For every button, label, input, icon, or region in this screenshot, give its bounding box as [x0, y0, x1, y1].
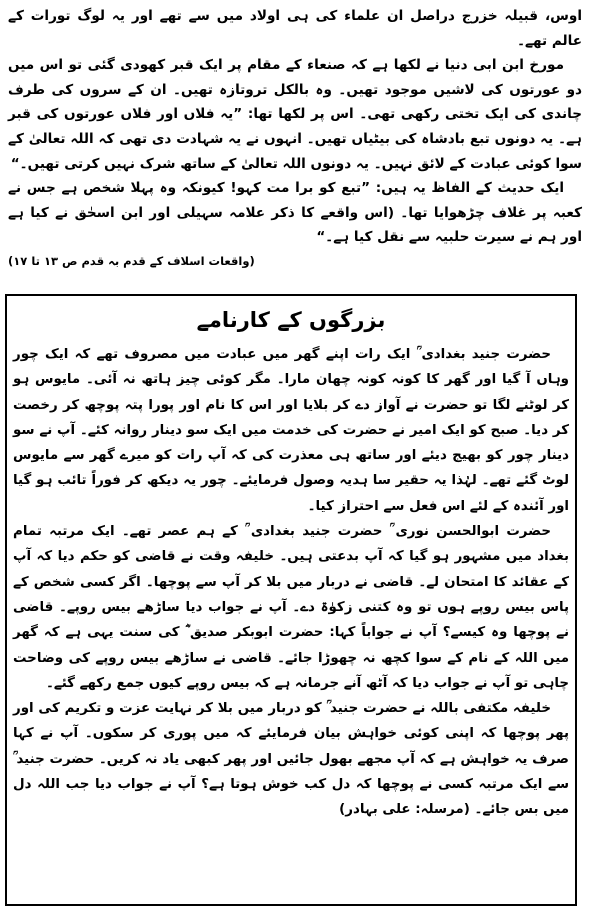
paragraph-hadith: ایک حدیث کے الفاظ یہ ہیں: ”تبع کو برا مت کہو! کیونکہ وہ پہلا شخص ہے جس نے کعبہ پر غلاف چڑھوایا تھا۔ (اس واقعے کا ذکر علامہ سہیلی اور ابن اسحٰق نے کیا ہے اور ہم نے سیرت حلبیہ سے نقل کیا ہے۔“	[8, 180, 582, 246]
paragraph-caliph-request	[13, 696, 569, 822]
sender-credit: (مرسلہ: علی بہادر)	[339, 802, 470, 818]
paragraph-caliph-text: خلیفہ مکتفی باللہ نے حضرت جنید ؒ کو دربار میں بلا کر نہایت عزت و تکریم کی اور پھر پوچھا کہ اپنی کوئی خواہش بیان فرمایئے کہ میں پوری کر سکوں۔ آپ نے کہا صرف یہ خواہش ہے کہ آپ مجھے بھول جائیں اور پھر کبھی یاد نہ کریں۔ حضرت جنید ؒ سے ایک مرتبہ کسی نے پوچھا کہ دل کب خوش ہوتا ہے؟ آپ نے جواب دیا جب اللہ دل میں بس جائے۔	[13, 701, 569, 818]
source-citation: (واقعات اسلاف کے قدم بہ قدم ص ۱۳ تا ۱۷)	[8, 253, 255, 268]
paragraph-grave-discovery: مورخ ابن ابی دنیا نے لکھا ہے کہ صنعاء کے مقام پر ایک قبر کھودی گئی تو اس میں دو عورتوں کی لاشیں موجود تھیں۔ وہ بالکل تروتازہ تھیں۔ ان کے سروں کی طرف چاندی کی ایک تختی رکھی تھی۔ اس پر لکھا تھا: ”یہ فلاں اور فلاں عورتوں کی قبر ہے۔ یہ دونوں تبع بادشاہ کی بیٹیاں تھیں۔ انہوں نے یہ شہادت دی تھی کہ اللہ تعالیٰ کے سوا کوئی عبادت کے لائق نہیں۔ یہ دونوں اللہ تعالیٰ کے ساتھ شرک نہیں کرتی تھیں۔“	[8, 57, 582, 172]
paragraph-tribes: اوس، قبیلہ خزرج دراصل ان علماء کی ہی اولاد میں سے تھے اور یہ لوگ تورات کے عالم تھے۔	[8, 8, 582, 49]
paragraph-abul-hasan-nuri: حضرت ابوالحسن نوری ؒ حضرت جنید بغدادی ؒ کے ہم عصر تھے۔ ایک مرتبہ تمام بغداد میں مشہور ہو گیا کہ آپ بدعتی ہیں۔ خلیفہ وقت نے قاضی کو حکم دیا کہ آپ کے عقائد کا امتحان لے۔ قاضی نے دربار میں بلا کر آپ سے پوچھا۔ اگر کسی شخص کے پاس بیس روپے ہوں تو وہ کتنی زکوٰۃ دے۔ آپ نے جواب دیا ساڑھے بیس روپے۔ قاضی نے پوچھا وہ کیسے؟ آپ نے جواباً کہا: حضرت ابوبکر صدیق ؓ کی سنت یہی ہے کہ گھر میں اللہ کے نام کے سوا کچھ نہ چھوڑا جائے۔ قاضی نے ساڑھے بیس روپے کی وضاحت چاہی تو آپ نے جواب دیا کہ آٹھ آنے جرمانہ ہے کہ بیس روپے کیوں جمع رکھے گئے۔	[13, 524, 569, 691]
saints-deeds-box	[5, 294, 577, 906]
paragraph-junaid-thief: حضرت جنید بغدادی ؒ ایک رات اپنے گھر میں عبادت میں مصروف تھے کہ ایک چور وہاں آ گیا اور گھر کا کونہ کونہ چھان مارا۔ مگر کوئی چیز ہاتھ نہ آئی۔ مایوس ہو کر لوٹنے لگا تو حضرت نے آواز دے کر بلایا اور اس کا نام اور پورا پتہ پوچھ کر رخصت کر دیا۔ صبح کو ایک امیر نے حضرت کی خدمت میں ایک سو دینار روانہ کئے۔ آپ نے سو دینار چور کو بھیج دیئے اور ساتھ ہی معذرت کی کہ آپ رات کو میرے گھر سے مایوس لوٹ گئے تھے۔ لہٰذا یہ حقیر سا ہدیہ وصول فرمایئے۔ چور یہ دیکھ کر فوراً تائب ہو گیا اور آئندہ کے لئے اس فعل سے احتراز کیا۔	[13, 347, 569, 514]
article-continuation	[8, 4, 582, 270]
box-title: بزرگوں کے کارنامے	[196, 308, 386, 332]
